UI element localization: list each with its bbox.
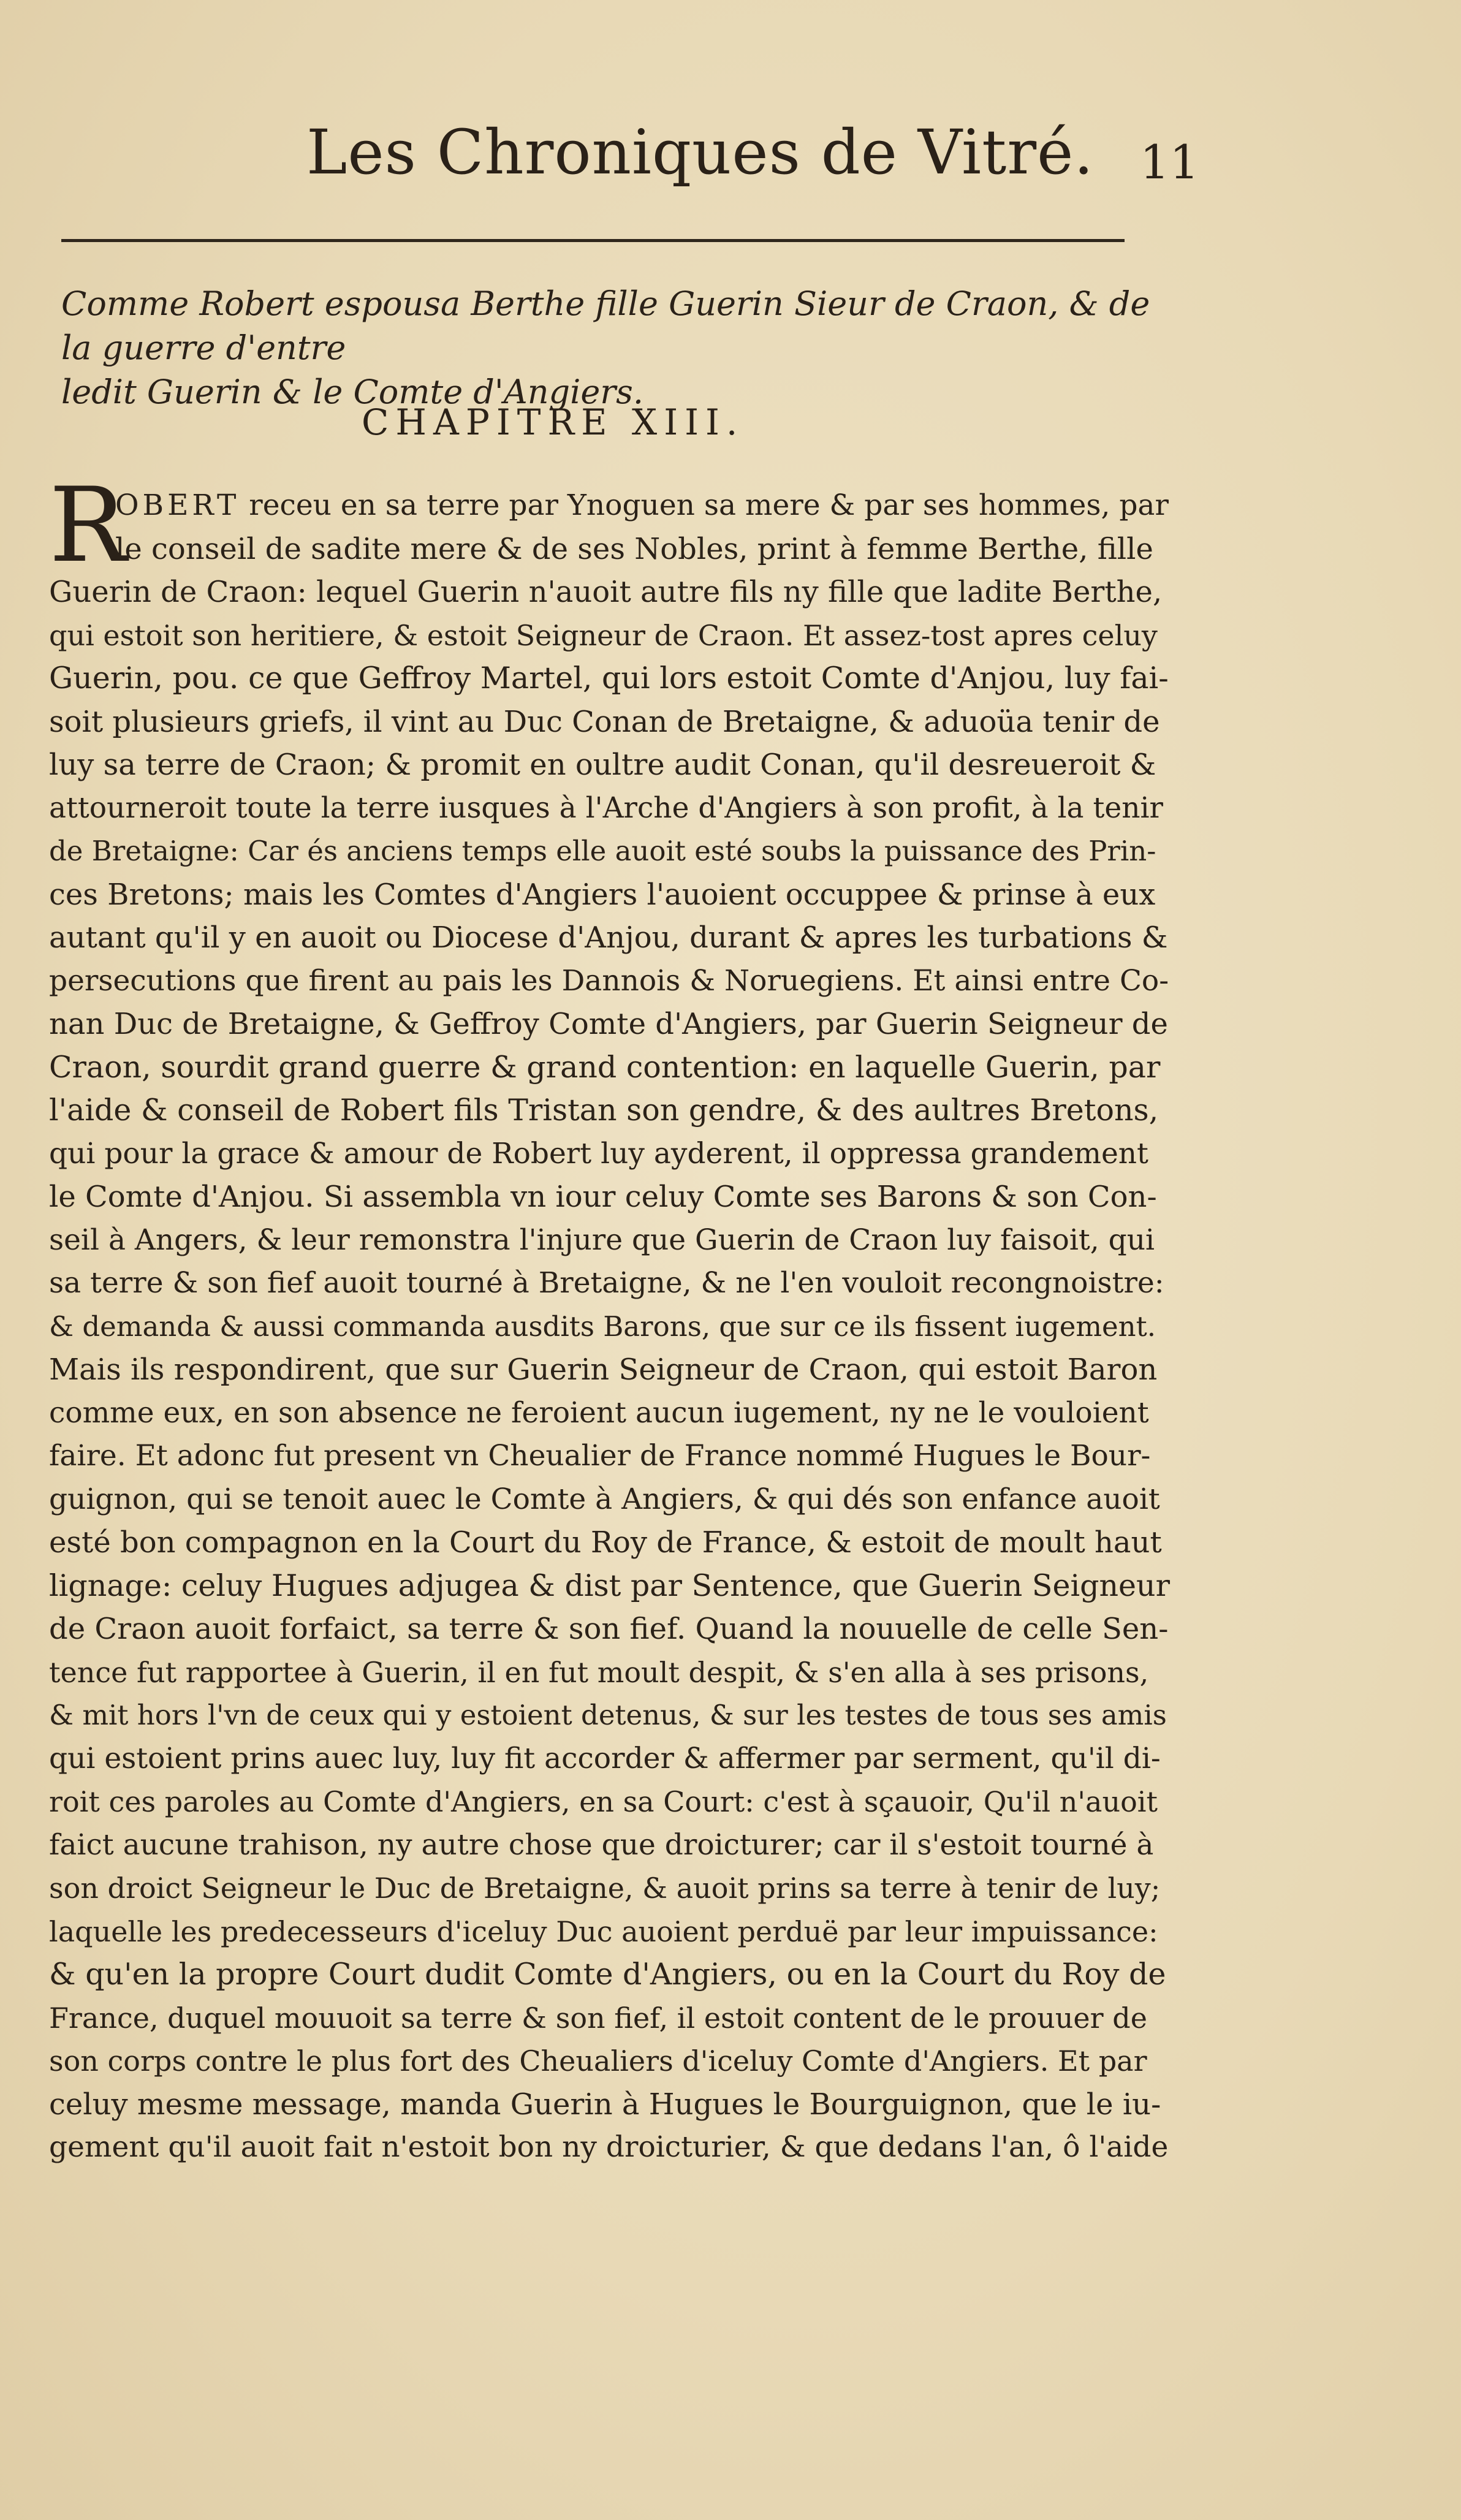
text-line: le Comte d'Anjou. Si assembla vn iour celuy Comte ses Barons & son Con- <box>49 1180 1157 1214</box>
opening-word: OBERT <box>115 488 240 522</box>
chapter-heading: CHAPITRE XIII. <box>362 401 745 443</box>
chapter-subtitle-line-2: ledit Guerin & le Comte d'Angiers. <box>61 373 643 411</box>
text-line: son corps contre le plus fort des Cheualiers d'iceluy Comte d'Angiers. Et par <box>49 2044 1147 2078</box>
text-line: & mit hors l'vn de ceux qui y estoient detenus, & sur les testes de tous ses amis <box>49 1699 1167 1731</box>
text-line: Guerin, pou. ce que Geffroy Martel, qui lors estoit Comte d'Anjou, luy fai- <box>49 661 1169 696</box>
page-number: 11 <box>1140 135 1199 189</box>
text-line: tence fut rapportee à Guerin, il en fut moult despit, & s'en alla à ses prisons, <box>49 1655 1149 1689</box>
header-rule <box>61 239 1125 242</box>
text-line: gement qu'il auoit fait n'estoit bon ny droicturier, & que dedans l'an, ô l'aide <box>49 2130 1169 2164</box>
text-line: qui pour la grace & amour de Robert luy ayderent, il oppressa grandement <box>49 1136 1148 1171</box>
text-line: sa terre & son fief auoit tourné à Bretaigne, & ne l'en vouloit recongnoistre: <box>49 1266 1164 1300</box>
text-line: celuy mesme message, manda Guerin à Hugues le Bourguignon, que le iu- <box>49 2087 1161 2122</box>
text-line: qui estoit son heritiere, & estoit Seigneur de Craon. Et assez-tost apres celuy <box>49 618 1158 652</box>
text-line: & qu'en la propre Court dudit Comte d'Angiers, ou en la Court du Roy de <box>49 1957 1166 1992</box>
text-line: esté bon compagnon en la Court du Roy de France, & estoit de moult haut <box>49 1525 1162 1560</box>
drop-cap: R <box>49 465 127 585</box>
text-line: lignage: celuy Hugues adjugea & dist par Sentence, que Guerin Seigneur <box>49 1568 1171 1603</box>
text-lines <box>49 528 1171 2169</box>
text-line: comme eux, en son absence ne feroient aucun iugement, ny ne le vouloient <box>49 1395 1149 1430</box>
text-line: roit ces paroles au Comte d'Angiers, en sa Court: c'est à sçauoir, Qu'il n'auoit <box>49 1785 1158 1818</box>
text-line: guignon, qui se tenoit auec le Comte à Angiers, & qui dés son enfance auoit <box>49 1482 1160 1516</box>
text-line: faire. Et adonc fut present vn Cheualier de France nommé Hugues le Bour- <box>49 1439 1151 1473</box>
text-line: persecutions que firent au pais les Dannois & Noruegiens. Et ainsi entre Co- <box>49 963 1169 998</box>
text-line: Mais ils respondirent, que sur Guerin Seigneur de Craon, qui estoit Baron <box>49 1353 1158 1387</box>
text-line: l'aide & conseil de Robert fils Tristan son gendre, & des aultres Bretons, <box>49 1093 1159 1128</box>
text-line: Guerin de Craon: lequel Guerin n'auoit autre fils ny fille que ladite Berthe, <box>49 575 1163 609</box>
text-line: seil à Angers, & leur remonstra l'injure que Guerin de Craon luy faisoit, qui <box>49 1223 1155 1257</box>
text-line: & demanda & aussi commanda ausdits Barons, que sur ce ils fissent iugement. <box>49 1310 1156 1343</box>
text-line: le conseil de sadite mere & de ses Nobles, print à femme Berthe, fille <box>115 531 1153 566</box>
text-line: de Bretaigne: Car és anciens temps elle auoit esté soubs la puissance des Prin- <box>49 835 1156 867</box>
text-line: luy sa terre de Craon; & promit en oultre audit Conan, qu'il desreueroit & <box>49 748 1156 782</box>
text-line: autant qu'il y en auoit ou Diocese d'Anjou, durant & apres les turbations & <box>49 920 1168 955</box>
text-line: nan Duc de Bretaigne, & Geffroy Comte d'Angiers, par Guerin Seigneur de <box>49 1007 1168 1041</box>
text-line: de Craon auoit forfaict, sa terre & son fief. Quand la nouuelle de celle Sen- <box>49 1612 1169 1646</box>
text-line: laquelle les predecesseurs d'iceluy Duc auoient perduë par leur impuissance: <box>49 1915 1158 1948</box>
body-text <box>49 465 1171 2169</box>
chapter-subtitle-line-1: Comme Robert espousa Berthe fille Guerin Sieur de Craon, & de la guerre d'entre <box>61 284 1150 367</box>
text-line: France, duquel mouuoit sa terre & son fief, il estoit content de le prouuer de <box>49 2001 1147 2035</box>
first-line-rest: receu en sa terre par Ynoguen sa mere & par ses hommes, par <box>240 488 1169 522</box>
text-line: Craon, sourdit grand guerre & grand contention: en laquelle Guerin, par <box>49 1049 1161 1085</box>
text-line-first <box>49 484 1171 528</box>
text-line: soit plusieurs griefs, il vint au Duc Conan de Bretaigne, & aduoüa tenir de <box>49 704 1160 739</box>
text-line: faict aucune trahison, ny autre chose que droicturer; car il s'estoit tourné à <box>49 1827 1154 1862</box>
text-line: son droict Seigneur le Duc de Bretaigne, & auoit prins sa terre à tenir de luy; <box>49 1872 1161 1905</box>
text-line: qui estoient prins auec luy, luy fit accorder & affermer par serment, qu'il di- <box>49 1741 1161 1775</box>
chapter-subtitle <box>61 282 1183 414</box>
text-line: ces Bretons; mais les Comtes d'Angiers l'auoient occuppee & prinse à eux <box>49 877 1156 912</box>
running-title: Les Chroniques de Vitré. <box>306 116 1095 188</box>
text-line: attourneroit toute la terre iusques à l'Arche d'Angiers à son profit, à la tenir <box>49 791 1163 825</box>
